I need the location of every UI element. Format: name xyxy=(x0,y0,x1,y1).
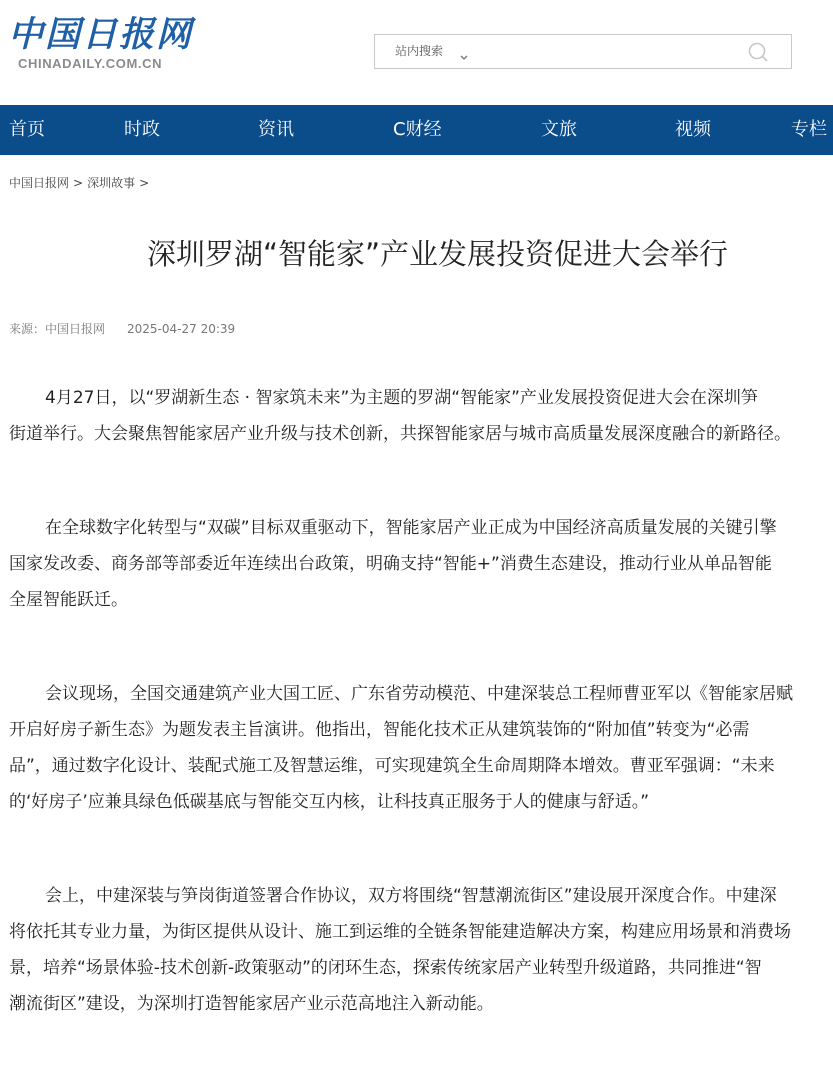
nav-item-politics[interactable]: 时政 xyxy=(124,119,160,140)
nav-item-columns[interactable]: 专栏 xyxy=(791,119,827,140)
site-logo[interactable] xyxy=(8,14,193,71)
article-paragraph xyxy=(9,676,833,820)
breadcrumb-separator: > xyxy=(139,176,150,190)
paragraph-line: 在全球数字化转型与“双碳”目标双重驱动下，智能家居产业正成为中国经济高质量发展的关键引擎 xyxy=(45,518,777,538)
breadcrumb-separator: > xyxy=(73,176,84,190)
nav-item-video[interactable]: 视频 xyxy=(675,119,711,140)
paragraph-line: 潮流街区”建设，为深圳打造智能家居产业示范高地注入新动能。 xyxy=(9,994,494,1014)
nav-item-news[interactable]: 资讯 xyxy=(258,119,294,140)
paragraph-line: 会议现场，全国交通建筑产业大国工匠、广东省劳动模范、中建深装总工程师曹亚军以《智能家居赋 xyxy=(45,684,793,704)
breadcrumb-link-shenzhen-stories[interactable]: 深圳故事 xyxy=(87,176,136,190)
search-scope-select[interactable]: 站内搜索 xyxy=(395,44,444,58)
article-paragraph xyxy=(9,380,833,452)
article-title: 深圳罗湖“智能家”产业发展投资促进大会举行 xyxy=(146,237,729,271)
chevron-down-icon[interactable] xyxy=(459,47,469,66)
paragraph-line: 开启好房子新生态》为题发表主旨演讲。他指出，智能化技术正从建筑装饰的“附加值”转变为“必需 xyxy=(9,720,750,740)
logo-english: CHINADAILY.COM.CN xyxy=(18,56,163,71)
search-icon[interactable] xyxy=(747,41,769,67)
paragraph-line: 街道举行。大会聚焦智能家居产业升级与技术创新，共探智能家居与城市高质量发展深度融合的新路径。 xyxy=(9,424,791,444)
article-paragraph xyxy=(9,878,833,1022)
logo-chinese: 中国日报网 xyxy=(8,14,194,55)
nav-item-finance[interactable]: C财经 xyxy=(393,119,442,140)
article-body xyxy=(9,380,833,1080)
paragraph-line: 的‘好房子’应兼具绿色低碳基底与智能交互内核，让科技真正服务于人的健康与舒适。” xyxy=(9,792,650,812)
article-source: 来源：中国日报网 xyxy=(9,322,106,336)
site-search-box[interactable] xyxy=(374,34,792,69)
paragraph-line: 全屋智能跃迁。 xyxy=(9,590,128,610)
site-header xyxy=(0,0,833,105)
paragraph-line: 4月27日，以“罗湖新生态 · 智家筑未来”为主题的罗湖“智能家”产业发展投资促进大会在深圳笋 xyxy=(45,388,758,408)
nav-item-culture-travel[interactable]: 文旅 xyxy=(541,119,577,140)
paragraph-line: 国家发改委、商务部等部委近年连续出台政策，明确支持“智能+”消费生态建设，推动行业从单品智能 xyxy=(9,554,772,574)
article-date: 2025-04-27 20:39 xyxy=(127,322,236,336)
paragraph-line: 将依托其专业力量，为街区提供从设计、施工到运维的全链条智能建造解决方案，构建应用场景和消费场 xyxy=(9,922,791,942)
nav-item-home[interactable]: 首页 xyxy=(9,119,45,140)
main-nav xyxy=(0,105,833,155)
article-meta xyxy=(9,320,235,337)
paragraph-line: 景，培养“场景体验-技术创新-政策驱动”的闭环生态，探索传统家居产业转型升级道路，共同推进“智 xyxy=(9,958,762,978)
article-paragraph xyxy=(9,510,833,618)
breadcrumb xyxy=(9,174,153,191)
paragraph-line: 品”，通过数字化设计、装配式施工及智慧运维，可实现建筑全生命周期降本增效。曹亚军强调：“未来 xyxy=(9,756,775,776)
paragraph-line: 会上，中建深装与笋岗街道签署合作协议，双方将围绕“智慧潮流街区”建设展开深度合作。中建深 xyxy=(45,886,777,906)
breadcrumb-link-home[interactable]: 中国日报网 xyxy=(9,176,70,190)
